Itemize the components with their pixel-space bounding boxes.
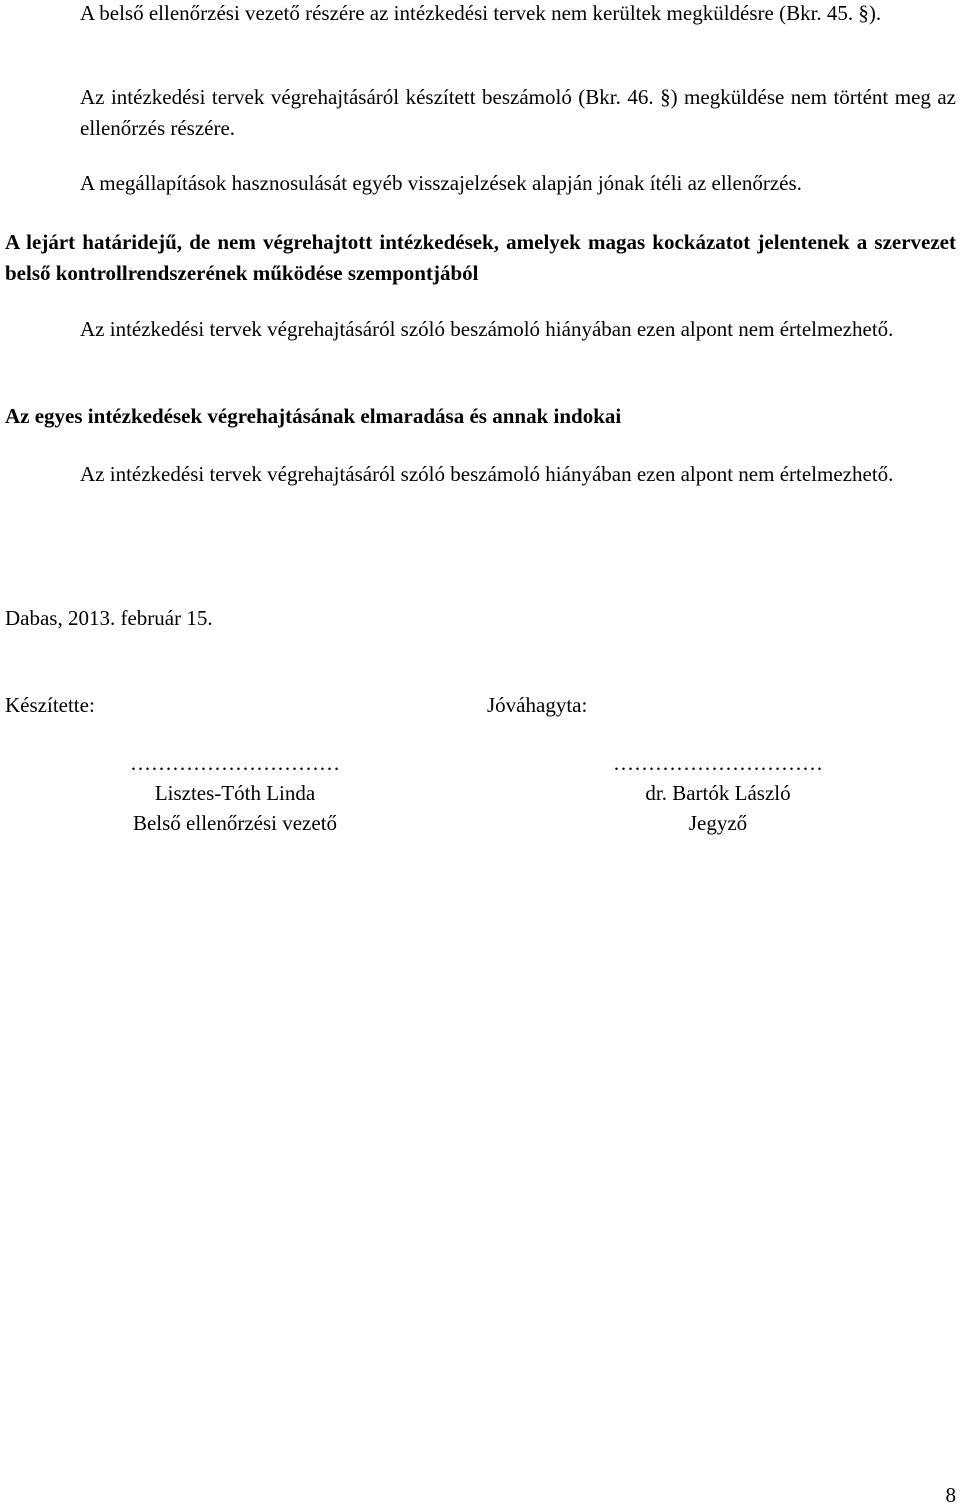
- preparer-name: Lisztes-Tóth Linda: [154, 781, 316, 805]
- page-number: 8: [945, 1483, 956, 1507]
- paragraph-findings-utilization: A megállapítások hasznosulását egyéb visszajelzések alapján jónak ítéli az ellenőrzés.: [80, 171, 802, 195]
- place-and-date: Dabas, 2013. február 15.: [5, 606, 213, 630]
- paragraph-missed-not-applicable: Az intézkedési tervek végrehajtásáról szóló beszámoló hiányában ezen alpont nem értelmezhető.: [80, 462, 894, 486]
- heading-missed-actions-reasons: Az egyes intézkedések végrehajtásának elmaradása és annak indokai: [5, 404, 622, 428]
- paragraph-overdue-not-applicable: Az intézkedési tervek végrehajtásáról szóló beszámoló hiányában ezen alpont nem értelmezhető.: [80, 317, 894, 341]
- preparer-title: Belső ellenőrzési vezető: [132, 811, 338, 835]
- approved-by-label: Jóváhagyta:: [487, 693, 588, 717]
- approver-signature-line: …………………………: [613, 751, 823, 775]
- paragraph-action-plans-not-sent: A belső ellenőrzési vezető részére az intézkedési tervek nem kerültek megküldésre (Bkr. 45. §).: [80, 1, 882, 25]
- preparer-signature-block: [95, 748, 375, 838]
- heading-overdue-actions: A lejárt határidejű, de nem végrehajtott intézkedések, amelyek magas kockázatot jelentenek a szervezet belső kontrollrendszerének működése szempontjából: [5, 230, 956, 285]
- preparer-signature-line: …………………………: [130, 751, 340, 775]
- paragraph-report-not-sent: Az intézkedési tervek végrehajtásáról készített beszámoló (Bkr. 46. §) megküldése nem történt meg az ellenőrzés részére.: [80, 85, 956, 140]
- approver-title: Jegyző: [688, 811, 748, 835]
- prepared-by-label: Készítette:: [5, 693, 95, 717]
- approver-name: dr. Bartók László: [645, 781, 791, 805]
- approver-signature-block: [578, 748, 858, 838]
